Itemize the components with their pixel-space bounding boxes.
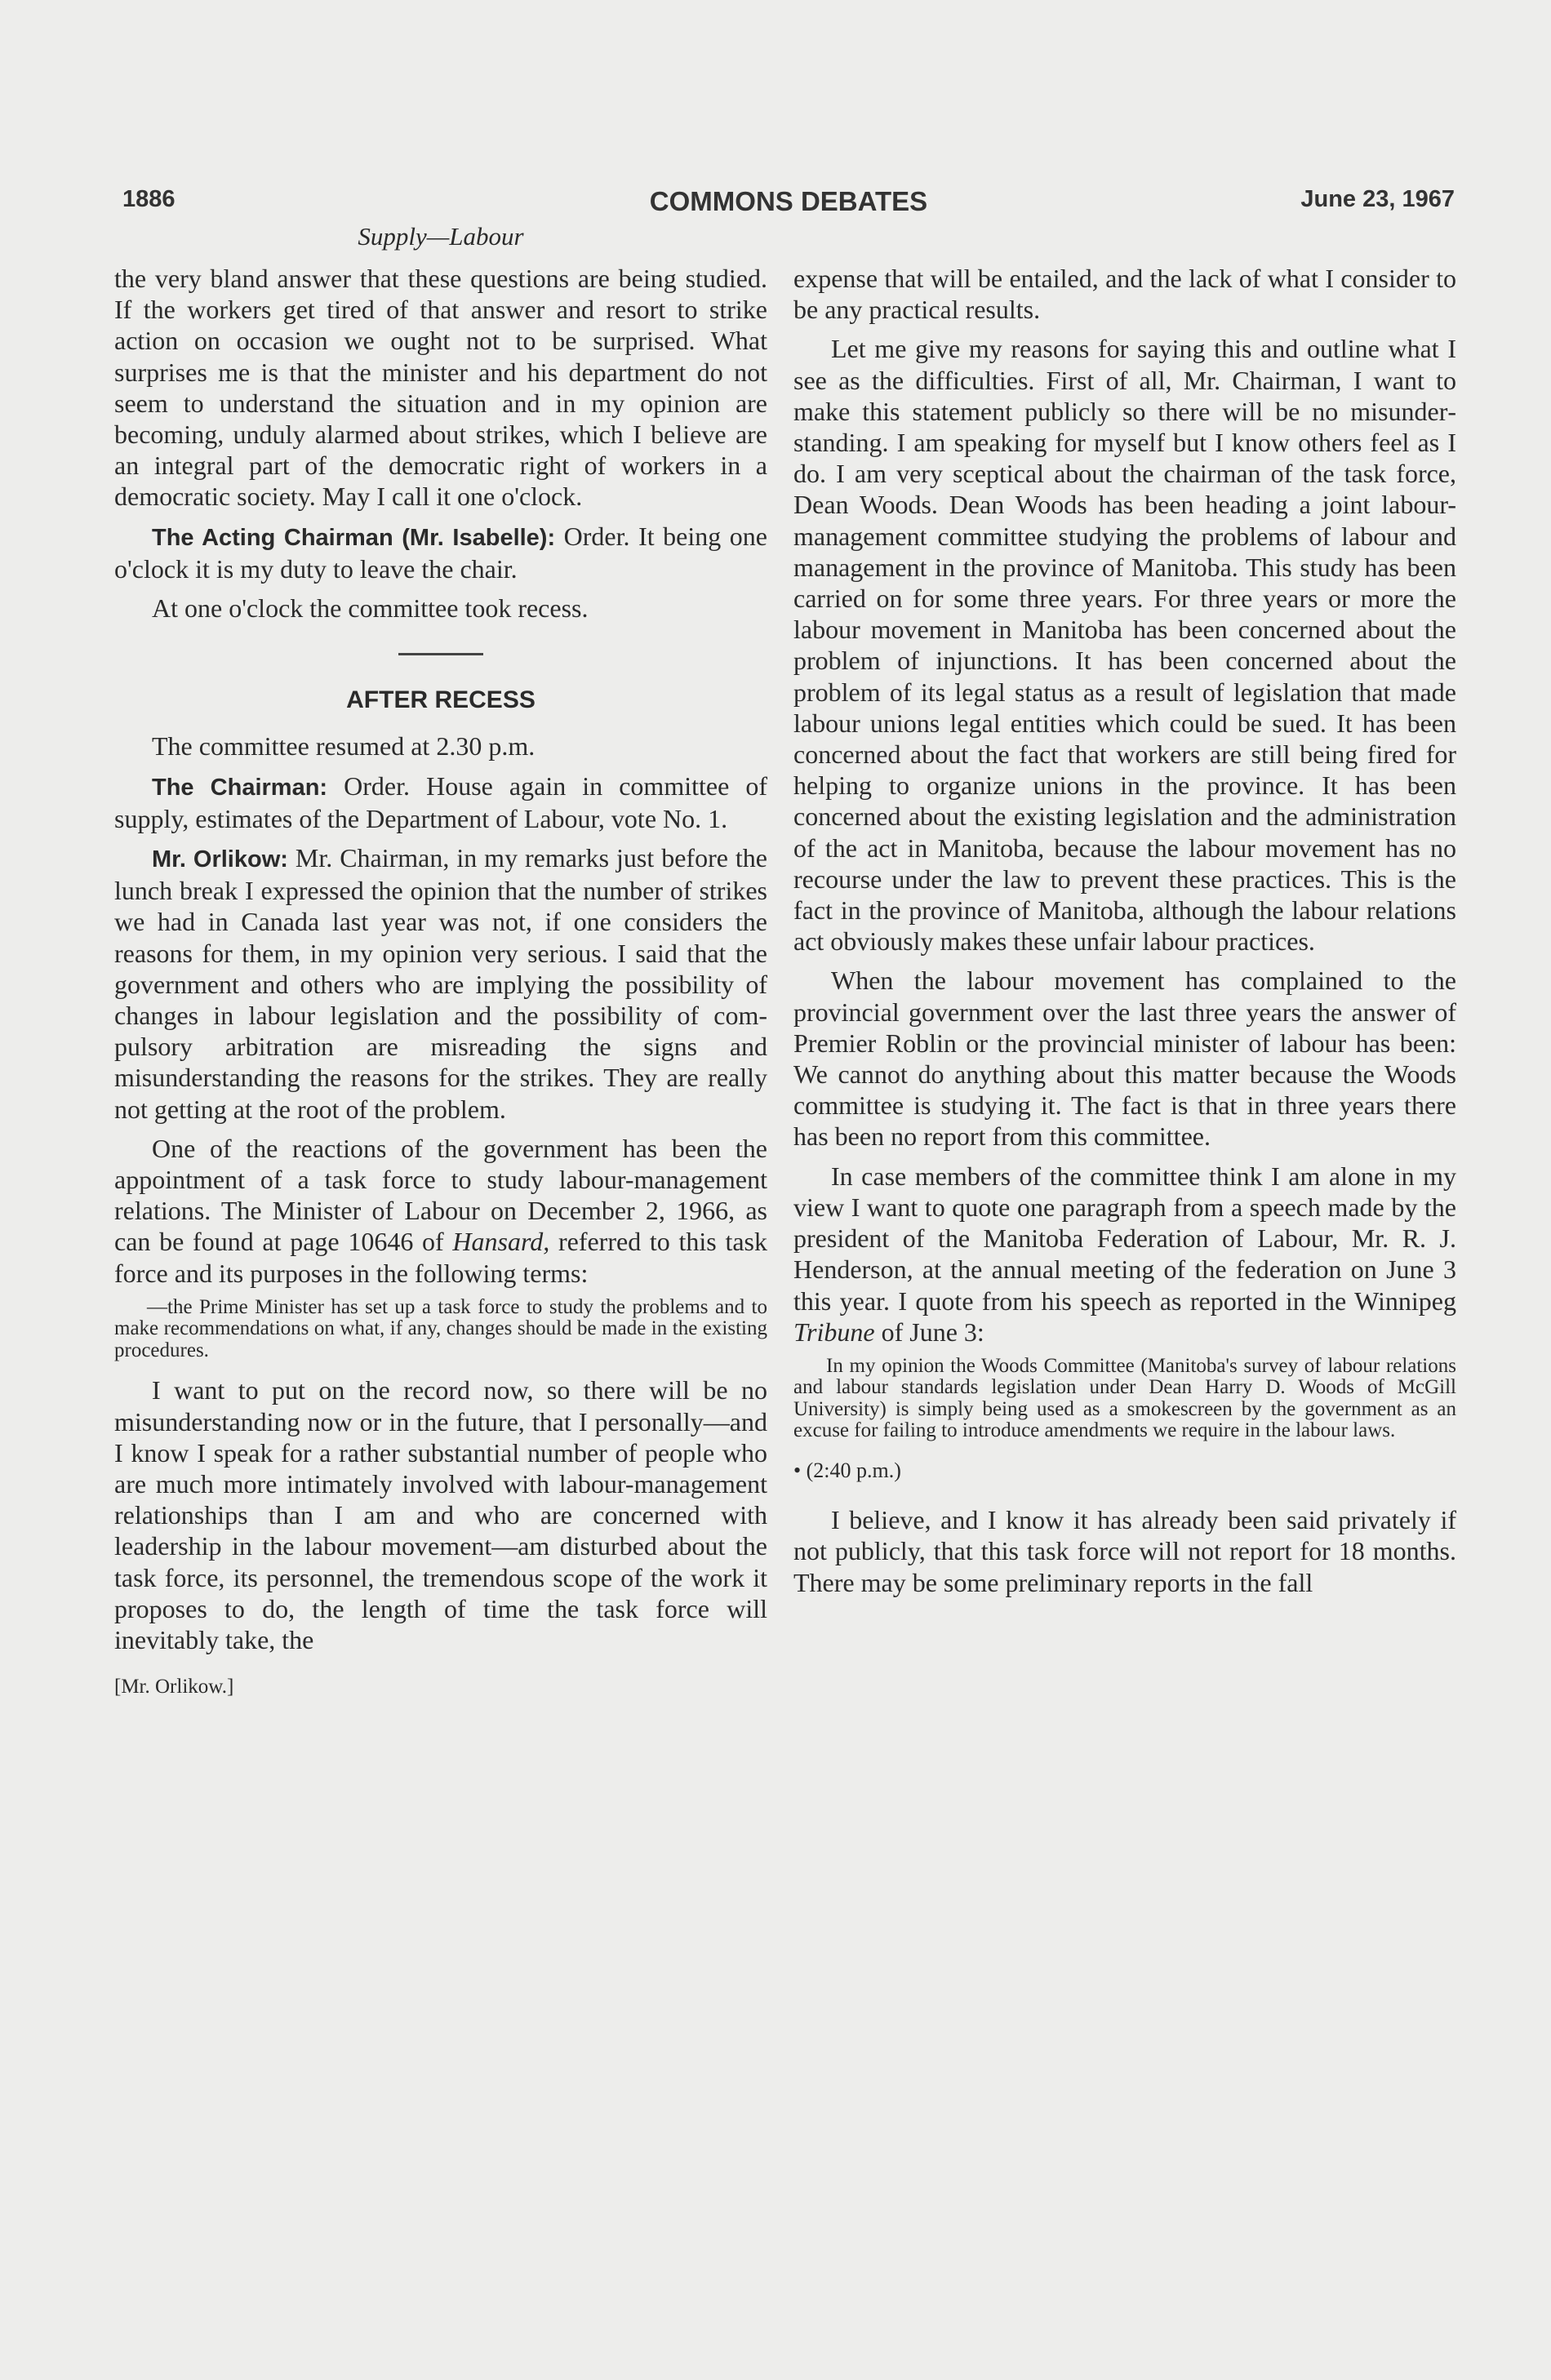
page-number: 1886 bbox=[122, 186, 176, 212]
paragraph: When the labour movement has complained to the provincial government over the last three years the answer of Premier Roblin or the provincial minister of labour has been: We cannot do anything about this matter because the Woods committee is studying it. The fact is that in three years there has been no report from this committee. bbox=[793, 966, 1456, 1152]
section-subheading: Supply—Labour bbox=[358, 222, 524, 251]
italic-text: Tribune bbox=[793, 1317, 875, 1347]
paragraph: At one o'clock the committee took recess. bbox=[152, 593, 589, 624]
paragraph bbox=[114, 521, 767, 584]
paragraph bbox=[114, 842, 767, 1125]
paragraph bbox=[114, 1133, 767, 1289]
block-quote: In my opinion the Woods Committee (Manitoba's survey of labour relations and labour standards legislation under Dean Harry D. Woods of McGill University) is simply being used as a smokescreen by the government as an excuse for failing to introduce amendments we require in the labour laws. bbox=[793, 1354, 1456, 1442]
right-column bbox=[793, 263, 1456, 1606]
text-run: of June 3: bbox=[874, 1317, 984, 1347]
paragraph bbox=[114, 770, 767, 834]
block-quote: —the Prime Minister has set up a task force to study the problems and to make recommendations on what, if any, changes should be made in the existing procedures. bbox=[114, 1295, 767, 1361]
paragraph: I believe, and I know it has already been said privately if not publicly, that this task force will not report for 18 months. There may be some preliminary reports in the fall bbox=[793, 1505, 1456, 1597]
speaker-name: The Acting Chairman (Mr. Isabelle): bbox=[152, 524, 556, 551]
paragraph: expense that will be entailed, and the lack of what I consider to be any practical results. bbox=[793, 264, 1456, 325]
paragraph: I want to put on the record now, so there will be no misunderstanding now or in the future, that I personally—and I know I speak for a rather substantial number of people who are much more intimately involved with labour-management relationships than I am and who are concerned with leadership in the labour movement—am disturbed about the task force, its personnel, the tremendous scope of the work it proposes to do, the length of time the task force will inevitably take, the bbox=[114, 1375, 767, 1655]
page-header bbox=[122, 186, 1455, 222]
speaker-name: Mr. Orlikow: bbox=[152, 846, 288, 873]
speech-text: Order. It being one o'clock it is my duty to leave the chair. bbox=[114, 521, 767, 584]
timestamp: • (2:40 p.m.) bbox=[793, 1458, 901, 1482]
text-run: In case members of the committee think I am alone in my view I want to quote one paragraph from a speech made by the president of the Manitoba Federation of Labour, Mr. R. J. Henderson, at the annual meeting of the federation on June 3 this year. I quote from his speech as reported in the Winnipeg bbox=[793, 1161, 1456, 1316]
paragraph: The committee resumed at 2.30 p.m. bbox=[152, 731, 536, 762]
text-run: One of the reactions of the government has been the appointment of a task force to study labour-management relations. The Minister of Labour on December 2, 1966, as can be found at page 10646 of bbox=[114, 1133, 767, 1257]
publication-date: June 23, 1967 bbox=[1300, 186, 1455, 212]
speech-text: Order. House again in committee of supply, estimates of the Department of Labour, vote No. 1. bbox=[114, 770, 767, 833]
left-column bbox=[114, 263, 767, 1703]
publication-title: COMMONS DEBATES bbox=[649, 186, 928, 216]
speaker-name: The Chairman: bbox=[152, 774, 328, 801]
speaker-footer: [Mr. Orlikow.] bbox=[114, 1676, 234, 1698]
text-run: referred to this task force and its purposes in the following terms: bbox=[114, 1227, 768, 1288]
section-heading: AFTER RECESS bbox=[346, 686, 536, 714]
paragraph: the very bland answer that these questions are being studied. If the workers get tired of that answer and resort to strike action on occasion we ought not to be surprised. What surprises me is that the minister and his department do not seem to understand the situation and in my opinion are becoming, unduly alarmed about strikes, which I believe are an integral part of the democratic right of workers in a democratic society. May I call it one o'clock. bbox=[114, 264, 767, 512]
speech-text: Mr. Chairman, in my remarks just before the lunch break I expressed the opinion that the number of strikes we had in Canada last year was not, if one considers the reasons for them, in my opinion very serious. I said that the government and others who are implying the possibility of changes in labour legislation and the possibility of compulsory arbitration are misreading the signs and misunderstanding the reasons for the strikes. They are really not getting at the root of the problem. bbox=[114, 843, 767, 1124]
section-divider bbox=[398, 653, 483, 655]
paragraph bbox=[793, 1161, 1456, 1348]
italic-text: Hansard, bbox=[452, 1227, 550, 1257]
paragraph: Let me give my reasons for saying this and outline what I see as the difficulties. First of all, Mr. Chairman, I want to make this statement publicly so there will be no misunderstanding. I am speaking for myself but I know others feel as I do. I am very sceptical about the chairman of the task force, Dean Woods. Dean Woods has been heading a joint labour-management committee studying the problems of labour and management in the province of Manitoba. This study has been carried on for some three years. For three years or more the labour movement in Manitoba has been concerned about the problem of injunctions. It has been concerned about the problem of its legal status as a result of legislation that made labour unions legal entities which could be sued. It has been concerned about the fact that workers are still being fired for helping to organize unions in the province. It has been concerned about the existing legislation and the administration of the act in Manitoba, because the labour movement has no recourse under the law to prevent these practices. This is the fact in the province of Manitoba, although the labour relations act obviously makes these unfair labour practices. bbox=[793, 334, 1456, 957]
